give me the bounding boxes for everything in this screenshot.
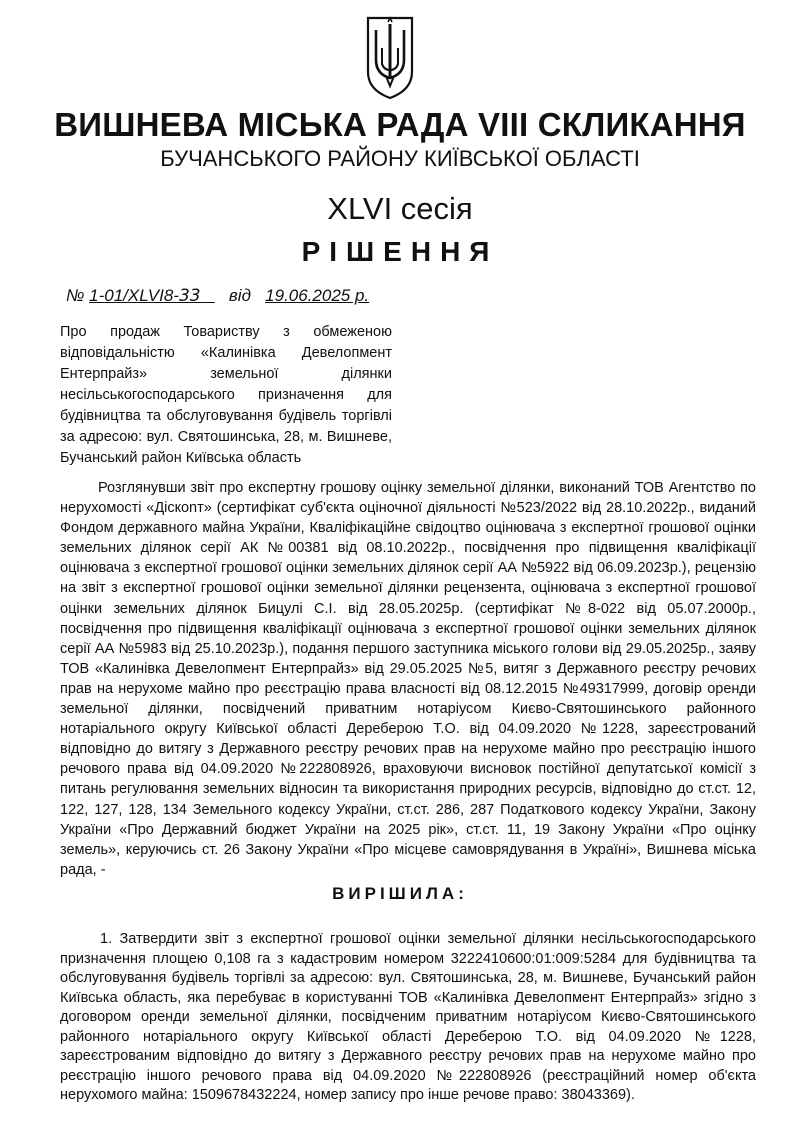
council-name: ВИШНЕВА МІСЬКА РАДА VIII СКЛИКАННЯ: [54, 106, 746, 143]
subject-line: будівництва та обслуговування будівель торгівлі: [60, 408, 392, 424]
trident-coat-of-arms-icon: [366, 14, 414, 100]
decision-number-line: [66, 286, 369, 306]
subject-line: Про продаж Товариству з обмеженою: [60, 324, 392, 340]
decision-number: 1-01/XLVI8-33: [89, 286, 201, 306]
subject-line: Бучанський район Київська область: [60, 450, 302, 466]
date-label: від: [228, 286, 251, 305]
number-label: №: [66, 286, 85, 305]
subject-line: відповідальністю «Калинівка Девелопмент: [60, 345, 392, 361]
subject-line: Ентерпрайз» земельної ділянки: [60, 366, 392, 382]
resolved-heading: ВИРІШИЛА:: [332, 884, 468, 903]
preamble-paragraph: Розглянувши звіт про експертну грошову оцінку земельної ділянки, виконаний ТОВ Агентство по нерухомості «Діскonт» (сертифікат суб'єкта оціночної діяльності №523/2022 від 28.10.2022р., виданий Фондом державного майна України, Кваліфікаційне свідоцтво оцінювача з експертної грошової оцінки земельних ділянок серії АК №00381 від 08.10.2022р., посвідчення про підвищення кваліфікації оцінювача з експертної грошової оцінки земельних ділянок серії АА №5922 від 06.09.2023р.), рецензію на звіт з експертної грошової оцінки земельної ділянки рецензента, оцінювача з експертної грошової оцінки земельних ділянок Бицулі С.І. від 28.05.2025р. (сертифікат №8-022 від 05.07.2000р., посвідчення про підвищення кваліфікації оцінювача з експертної грошової оцінки земельних ділянок серії АА №5983 від 25.10.2023р.), подання першого заступника міського голови від 29.05.2025р., заяву ТОВ «Калинівка Девелопмент Ентерпрайз» від 29.05.2025 №5, витяг з Державного реєстру речових прав на нерухоме майно про реєстрацію права власності від 08.12.2015 №49317999, договір оренди земельної ділянки, посвідчений приватним нотаріусом Києво-Святошинського районного нотаріального округу Київської області Дереберою Т.О. від 04.09.2020 №1228, зареєстрований відповідно до витягу з Державного реєстру речових прав на нерухоме майно про реєстрацію іншого речового права від 04.09.2020 №222808926, враховуючи висновок постійної депутатської комісії з питань регулювання земельних відносин та використання природних ресурсів, відповідно до ст.ст. 12, 122, 127, 128, 134 Земельного кодексу України, ст.ст. 286, 287 Податкового кодексу України, Закону України «Про Державний бюджет України на 2025 рік», ст.ст. 11, 19 Закону України «Про оцінку земель», керуючись ст. 26 Закону України «Про місцеве самоврядування в Україні», Вишнева міська рада, -: [60, 480, 756, 878]
resolution-item: 1. Затвердити звіт з експертної грошової оцінки земельної ділянки несільськогосподарського призначення площею 0,108 га з кадастровим номером 3222410600:01:009:5284 для будівництва та обслуговування будівель торгівлі за адресою: вул. Святошинська, 28, м. Вишневе, Бучанський район Київська область, яка перебуває в користуванні ТОВ «Калинівка Девелопмент Ентерпрайз» згідно з договором оренди земельної ділянки, посвідченим приватним нотаріусом Києво-Святошинського районного нотаріального округу Київської області Дереберою Т.О. від 04.09.2020 №1228, зареєстрованим відповідно до витягу з Державного реєстру речових прав на нерухоме майно про реєстрацію іншого речового права від 04.09.2020 №222808926 (реєстраційний номер об'єкта нерухомого майна: 1509678432224, номер запису про інше речове право: 38043369).: [60, 931, 756, 1103]
decision-subject: [60, 322, 392, 469]
handwritten-number: 33: [178, 286, 201, 306]
decision-date: 19.06.2025 р.: [265, 286, 370, 305]
subject-line: несільськогосподарського призначення для: [60, 387, 392, 403]
subject-line: за адресою: вул. Святошинська, 28, м. Вишневе,: [60, 429, 392, 445]
district-name: БУЧАНСЬКОГО РАЙОНУ КИЇВСЬКОЇ ОБЛАСТІ: [160, 146, 640, 171]
session-title: XLVI сесія: [327, 191, 473, 226]
document-type-title: РІШЕННЯ: [301, 236, 499, 267]
